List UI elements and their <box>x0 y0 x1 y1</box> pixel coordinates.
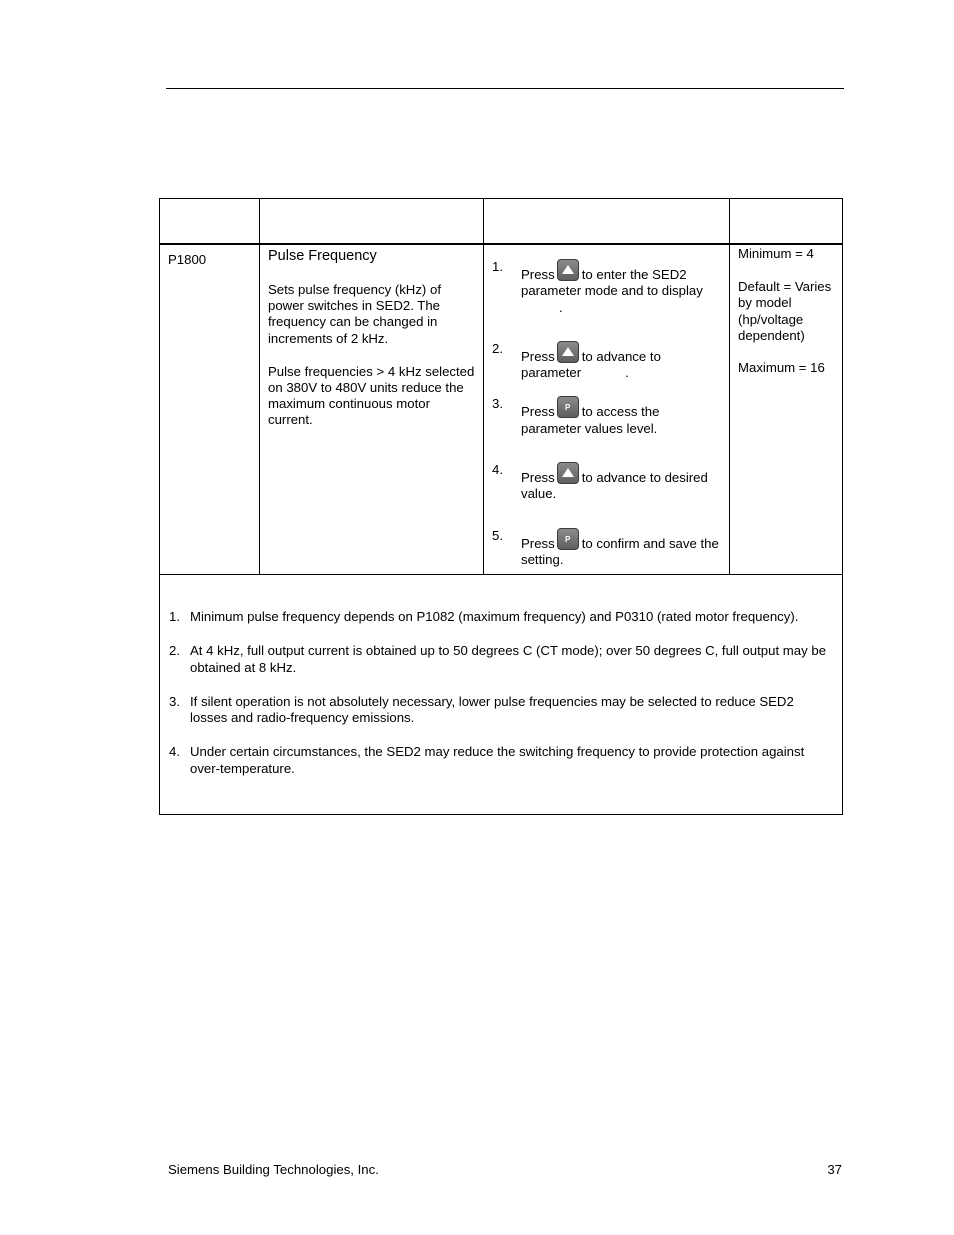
step-text: to enter the SED2 parameter mode and to display <box>521 267 703 299</box>
step-press-label: Press <box>521 404 555 420</box>
note-number: 1. <box>169 609 180 624</box>
parameter-table <box>159 198 843 815</box>
up-arrow-icon <box>557 462 579 484</box>
step-number: 2. <box>492 340 503 356</box>
up-arrow-icon <box>557 259 579 281</box>
note-number: 2. <box>169 643 180 659</box>
parameter-number-cell <box>160 244 260 575</box>
note-text: Minimum pulse frequency depends on P1082 (maximum frequency) and P0310 (rated motor frequency). <box>190 609 799 624</box>
step-tail: . <box>625 365 629 381</box>
footer-page-number: 37 <box>827 1162 842 1177</box>
step-number: 3. <box>492 396 503 412</box>
note-item <box>168 744 834 777</box>
parameter-description-note: Pulse frequencies > 4 kHz selected on 380V to 480V units reduce the maximum continuous motor current. <box>268 363 475 428</box>
step-text: to confirm and save the setting. <box>521 535 719 567</box>
procedure-step <box>492 341 721 382</box>
procedure-step <box>492 462 721 503</box>
notes-row <box>160 575 843 815</box>
step-press-label: Press <box>521 535 555 551</box>
step-number: 1. <box>492 259 503 274</box>
note-text: At 4 kHz, full output current is obtained up to 50 degrees C (CT mode); over 50 degrees C, full output may be obtained at 8 kHz. <box>190 643 827 675</box>
step-press-label: Press <box>521 470 555 486</box>
note-item <box>168 694 834 727</box>
step-number: 5. <box>492 527 503 543</box>
parameter-number: P1800 <box>168 252 207 267</box>
procedure-step <box>492 528 721 569</box>
header-cell-procedure <box>484 199 730 245</box>
procedure-cell <box>484 244 730 575</box>
step-press-label: Press <box>521 348 555 364</box>
procedure-step <box>492 396 721 437</box>
parameter-values-cell <box>730 244 843 575</box>
parameter-description: Sets pulse frequency (kHz) of power switches in SED2. The frequency can be changed in increments of 2 kHz. <box>268 282 441 346</box>
note-item <box>168 643 834 676</box>
procedure-step <box>492 259 721 316</box>
parameter-name: Pulse Frequency <box>268 248 377 264</box>
header-cell-parameter <box>160 199 260 245</box>
step-press-label: Press <box>521 267 555 282</box>
note-number: 3. <box>169 693 180 709</box>
p-key-icon: P <box>557 396 579 418</box>
table-header-row <box>160 199 843 245</box>
note-number: 4. <box>169 744 180 760</box>
step-text: to advance to desired value. <box>521 470 708 502</box>
note-item <box>168 609 834 625</box>
note-text: If silent operation is not absolutely necessary, lower pulse frequencies may be selected to reduce SED2 losses and radio-frequency emissions. <box>190 693 794 726</box>
header-cell-values <box>730 199 843 245</box>
notes-list <box>168 609 834 777</box>
step-text: to access the parameter values level. <box>521 404 660 436</box>
header-cell-description <box>260 199 484 245</box>
table-row <box>160 244 843 575</box>
step-tail: . <box>559 299 563 315</box>
footer-company: Siemens Building Technologies, Inc. <box>168 1162 379 1177</box>
up-arrow-icon <box>557 341 579 363</box>
step-text: to advance to parameter <box>521 348 661 381</box>
header-rule <box>166 88 844 89</box>
step-number: 4. <box>492 462 503 478</box>
p-key-icon: P <box>557 528 579 550</box>
parameter-description-cell <box>260 244 484 575</box>
procedure-steps <box>492 259 721 568</box>
value-default: Default = Varies by model (hp/voltage dependent) <box>738 279 832 343</box>
notes-cell <box>160 575 843 815</box>
value-minimum: Minimum = 4 <box>738 246 814 261</box>
note-text: Under certain circumstances, the SED2 may reduce the switching frequency to provide protection against over-temperature. <box>190 744 805 776</box>
value-maximum: Maximum = 16 <box>738 360 825 376</box>
